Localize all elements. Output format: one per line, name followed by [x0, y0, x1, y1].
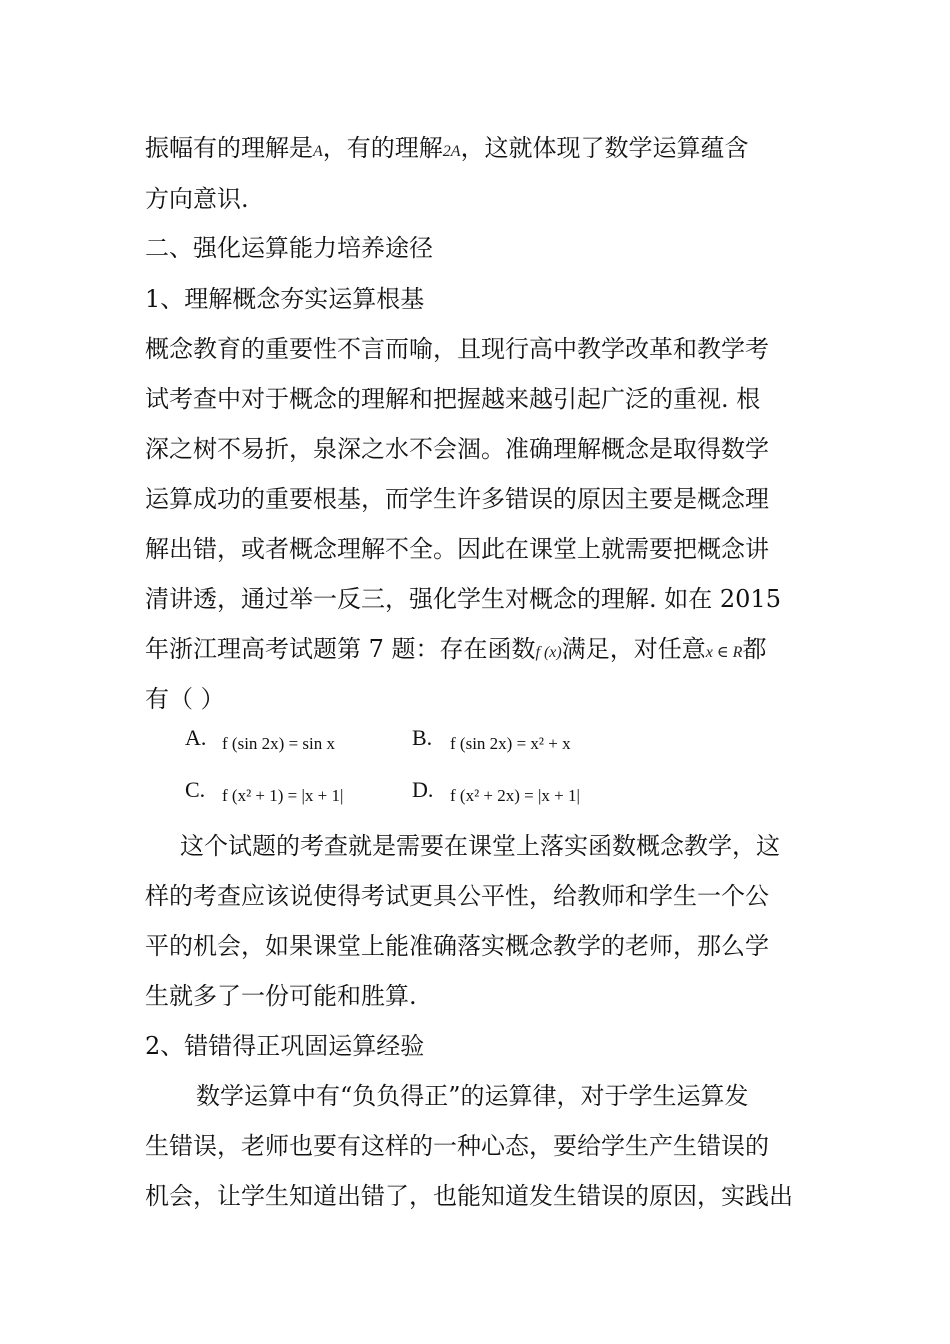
text-line: 机会，让学生知道出错了，也能知道发生错误的原因，实践出 [145, 1182, 793, 1210]
text-line: 生错误，老师也要有这样的一种心态，要给学生产生错误的 [145, 1132, 769, 1160]
text-line: 有（ ） [145, 685, 225, 713]
text-line [145, 132, 749, 168]
math-inline: 2A [442, 143, 461, 160]
text-run: 满足，对任意 [561, 635, 706, 663]
option-d [412, 776, 433, 805]
option-d-expression: f (x² + 2x) = |x + 1| [450, 786, 580, 805]
text-line: 深之树不易折，泉深之水不会涸。准确理解概念是取得数学 [145, 435, 769, 463]
subsection-heading: 1、理解概念夯实运算根基 [145, 285, 425, 313]
text-run: ，这就体现了数学运算蕴含 [460, 134, 749, 162]
text-line: 生就多了一份可能和胜算. [145, 982, 417, 1010]
option-a [185, 724, 206, 753]
text-line: 运算成功的重要根基，而学生许多错误的原因主要是概念理 [145, 485, 769, 513]
option-label: A. [185, 725, 207, 750]
math-inline: x ∈ R [705, 644, 743, 661]
text-line: 样的考查应该说使得考试更具公平性，给教师和学生一个公 [145, 882, 769, 910]
option-c [185, 776, 205, 805]
text-line: 试考查中对于概念的理解和把握越来越引起广泛的重视. 根 [145, 385, 761, 413]
option-b [412, 724, 432, 753]
text-line: 这个试题的考查就是需要在课堂上落实函数概念教学，这 [180, 832, 780, 860]
text-line: 解出错，或者概念理解不全。因此在课堂上就需要把概念讲 [145, 535, 769, 563]
option-label: B. [412, 725, 433, 750]
text-line: 概念教育的重要性不言而喻，且现行高中教学改革和教学考 [145, 335, 769, 363]
text-line: 数学运算中有“负负得正”的运算律，对于学生运算发 [196, 1082, 749, 1110]
text-run: 都 [742, 635, 767, 663]
text-line: 方向意识. [145, 185, 249, 213]
text-run: ，有的理解 [322, 134, 443, 162]
option-b-expression: f (sin 2x) = x² + x [450, 734, 571, 753]
option-c-expression: f (x² + 1) = |x + 1| [222, 786, 344, 805]
option-a-expression: f (sin 2x) = sin x [222, 734, 335, 753]
subsection-heading: 2、错错得正巩固运算经验 [145, 1032, 425, 1060]
option-label: D. [412, 777, 434, 802]
section-heading: 二、强化运算能力培养途径 [145, 234, 433, 262]
option-label: C. [185, 777, 206, 802]
text-run: 年浙江理高考试题第 7 题：存在函数 [145, 635, 536, 663]
text-line [145, 633, 766, 669]
text-line: 清讲透，通过举一反三，强化学生对概念的理解. 如在 2015 [145, 585, 781, 613]
text-line: 平的机会，如果课堂上能准确落实概念教学的老师，那么学 [145, 932, 769, 960]
text-run: 振幅有的理解是 [145, 134, 313, 162]
math-inline: f (x) [535, 644, 562, 661]
math-inline: A [313, 143, 323, 160]
